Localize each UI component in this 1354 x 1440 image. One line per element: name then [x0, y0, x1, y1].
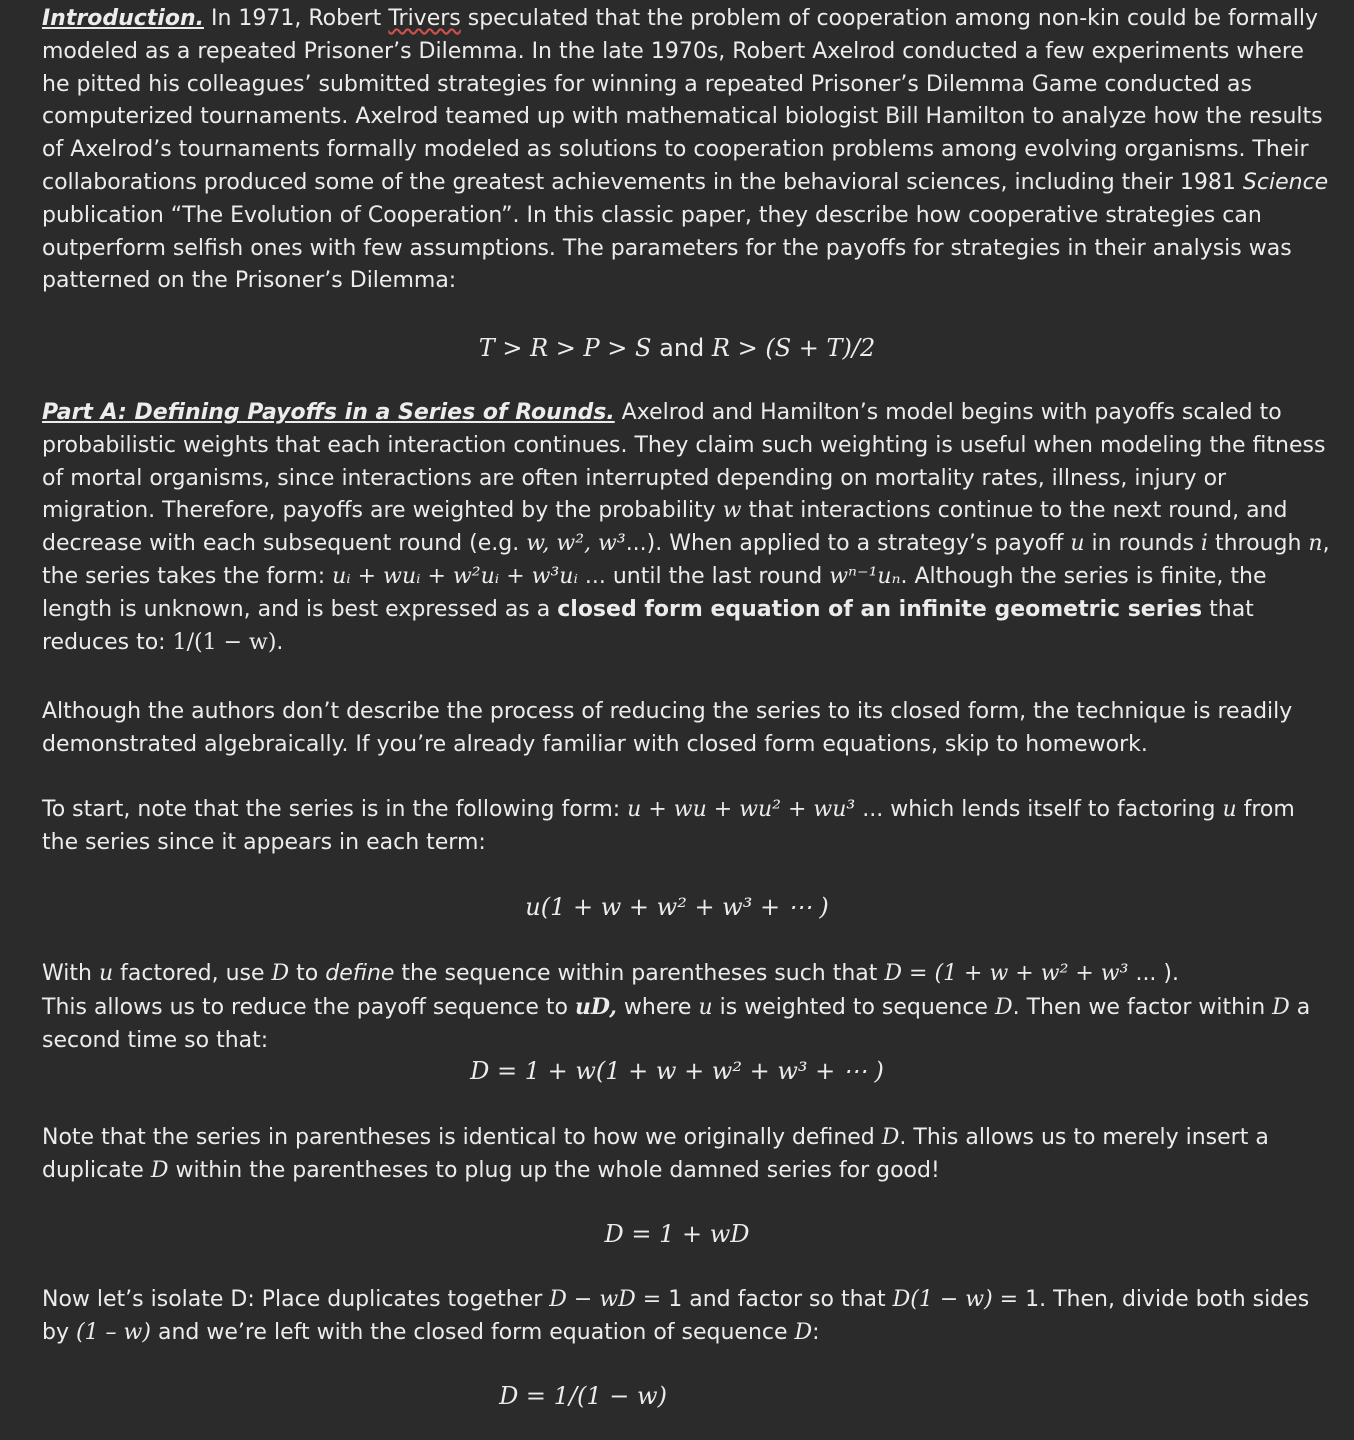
- ud-term: uD,: [574, 993, 617, 1020]
- p6-text-1: Note that the series in parentheses is identical to how we originally defined: [42, 1125, 882, 1150]
- part-a-text-1: Axelrod and Hamilton’s model begins with payoffs scaled to probabilistic weights that each interaction continues. They claim such weighting is useful when modeling the fitness of mortal organisms, since interactions are often interrupted depending on mortality rates, illness, injury or migration. Therefore, payoffs are weighted by the probability: [42, 400, 1326, 524]
- expr-divisor: (1 – w): [75, 1319, 151, 1345]
- closed-form-result: [42, 1382, 1312, 1410]
- p7-text-3: 1. Then, divide both sides by: [42, 1287, 1310, 1345]
- var-i: i: [1200, 531, 1208, 557]
- define-word: define: [325, 961, 395, 986]
- p4-text-2: ... which lends itself to factoring: [855, 797, 1223, 822]
- p4-text-1: To start, note that the series is in the following form:: [42, 797, 628, 822]
- p4-text-3: from the series since it appears in each term:: [42, 797, 1295, 855]
- bold-phrase: closed form equation of an infinite geometric series: [557, 596, 1203, 622]
- p5-text-9: . Then we factor within: [1012, 994, 1273, 1020]
- d-second-factor: [42, 1057, 1312, 1085]
- inequality-right: R > (S + T)/2: [711, 334, 876, 362]
- journal-name: Science: [1242, 169, 1329, 195]
- last-round-term: wⁿ⁻¹uₙ: [829, 563, 901, 589]
- p6-text-2: . This allows us to merely insert a duplicate: [42, 1125, 1269, 1183]
- series-form-paragraph: [42, 794, 1332, 860]
- series-form: u + wu + wu² + wu³: [627, 797, 856, 822]
- p7-text-2: 1 and factor so that: [668, 1287, 893, 1312]
- p7-text-1: Now let’s isolate D: Place duplicates together: [42, 1287, 550, 1312]
- part-a-heading: Part A: Defining Payoffs in a Series of Rounds.: [42, 400, 615, 425]
- expr-factored: D(1 − w) =: [892, 1287, 1026, 1312]
- var-d: D: [881, 1125, 900, 1150]
- p5-text-10: a second time so that:: [42, 994, 1311, 1053]
- var-w: w: [722, 498, 742, 524]
- inequality-left: T > R > P > S: [478, 334, 652, 362]
- var-u: u: [98, 961, 114, 986]
- p5-text-5: ... ).: [1128, 961, 1179, 986]
- p7-text-4: and we’re left with the closed form equation of sequence: [150, 1319, 795, 1345]
- var-d: D: [150, 1157, 169, 1183]
- var-u: u: [698, 994, 713, 1020]
- duplicate-d-paragraph: [42, 1122, 1332, 1188]
- p5-text-3: to: [289, 961, 326, 986]
- technique-paragraph: Although the authors don’t describe the process of reducing the series to its closed form, the technique is readily demonstrated algebraically. If you’re already familiar with closed form equations, skip to homework.: [42, 699, 1293, 757]
- part-a-text-7: ... until the last round: [577, 563, 830, 589]
- expr-d-minus-wd: D − wD =: [549, 1287, 669, 1312]
- part-a-text-10: .: [276, 629, 284, 655]
- p5-text-2: factored, use: [113, 961, 272, 986]
- part-a-text-2: that interactions continue to the next round, and decrease with each subsequent round (e.g.: [42, 498, 1288, 557]
- p5-text-7: where: [616, 994, 699, 1020]
- recursive-d-text: D = 1 + wD: [604, 1220, 750, 1248]
- isolate-d-paragraph: [42, 1284, 1332, 1350]
- recursive-d: [42, 1220, 1312, 1248]
- var-u: u: [1222, 797, 1237, 822]
- part-a-text-8: . Although the series is finite, the length is unknown, and is best expressed as a: [42, 563, 1267, 622]
- inequality-and: and: [651, 334, 712, 362]
- part-a-paragraph: [42, 397, 1332, 659]
- payoff-series: uᵢ + wuᵢ + w²uᵢ + w³uᵢ: [332, 563, 578, 589]
- var-u: u: [1070, 531, 1085, 557]
- intro-text-2: speculated that the problem of cooperation among non-kin could be formally modeled as a repeated Prisoner’s Dilemma. In the late 1970s, Robert Axelrod conducted a few experiments where he pitted his colleagues’ submitted strategies for winning a repeated Prisoner’s Dilemma Game conducted as computerized tournaments. Axelrod teamed up with mathematical biologist Bill Hamilton to analyze how the results of Axelrod’s tournaments formally modeled as solutions to cooperation problems among evolving organisms. Their collaborations produced some of the greatest achievements in the behavioral sciences, including their 1981: [42, 6, 1323, 195]
- factored-series: [42, 893, 1312, 921]
- intro-text-3: publication “The Evolution of Cooperation”. In this classic paper, they describe how cooperative strategies can outperform selfish ones with few assumptions. The parameters for the payoffs for strategies in their analysis was patterned on the Prisoner’s Dilemma:: [42, 202, 1292, 294]
- intro-text-1: In 1971, Robert: [203, 6, 389, 31]
- factored-series-text: u(1 + w + w² + w³ + ⋯ ): [525, 893, 829, 921]
- p7-text-5: :: [812, 1319, 820, 1345]
- var-d: D: [271, 961, 290, 986]
- var-d: D: [794, 1319, 813, 1345]
- d-second-factor-text: D = 1 + w(1 + w + w² + w³ + ⋯ ): [470, 1057, 884, 1085]
- p5-text-6: This allows us to reduce the payoff sequence to: [42, 994, 575, 1020]
- part-a-text-4: in rounds: [1084, 531, 1201, 557]
- var-n: n: [1308, 531, 1323, 557]
- part-a-text-3: ...). When applied to a strategy’s payoff: [625, 531, 1071, 557]
- p6-text-3: within the parentheses to plug up the whole damned series for good!: [168, 1157, 940, 1183]
- var-d: D: [994, 994, 1013, 1020]
- closed-form: 1/(1 − w): [172, 629, 277, 655]
- payoff-inequality: [42, 334, 1312, 362]
- p5-text-8: is weighted to sequence: [712, 994, 995, 1020]
- part-a-text-5: through: [1207, 531, 1309, 557]
- d-definition: D = (1 + w + w² + w³: [884, 961, 1129, 986]
- intro-paragraph: [42, 3, 1332, 298]
- weight-sequence: w, w², w³: [526, 531, 626, 557]
- closed-form-result-text: D = 1/(1 − w): [499, 1382, 667, 1410]
- define-d-paragraph: [42, 958, 1332, 1057]
- var-d: D: [1272, 994, 1290, 1020]
- part-a-text-9: that reduces to:: [42, 596, 1254, 655]
- part-a-text-6: , the series takes the form:: [42, 531, 1330, 589]
- p5-text-1: With: [42, 961, 99, 986]
- intro-heading: Introduction.: [42, 6, 204, 31]
- spellcheck-word[interactable]: Trivers: [388, 6, 461, 31]
- p5-text-4: the sequence within parentheses such that: [394, 961, 885, 986]
